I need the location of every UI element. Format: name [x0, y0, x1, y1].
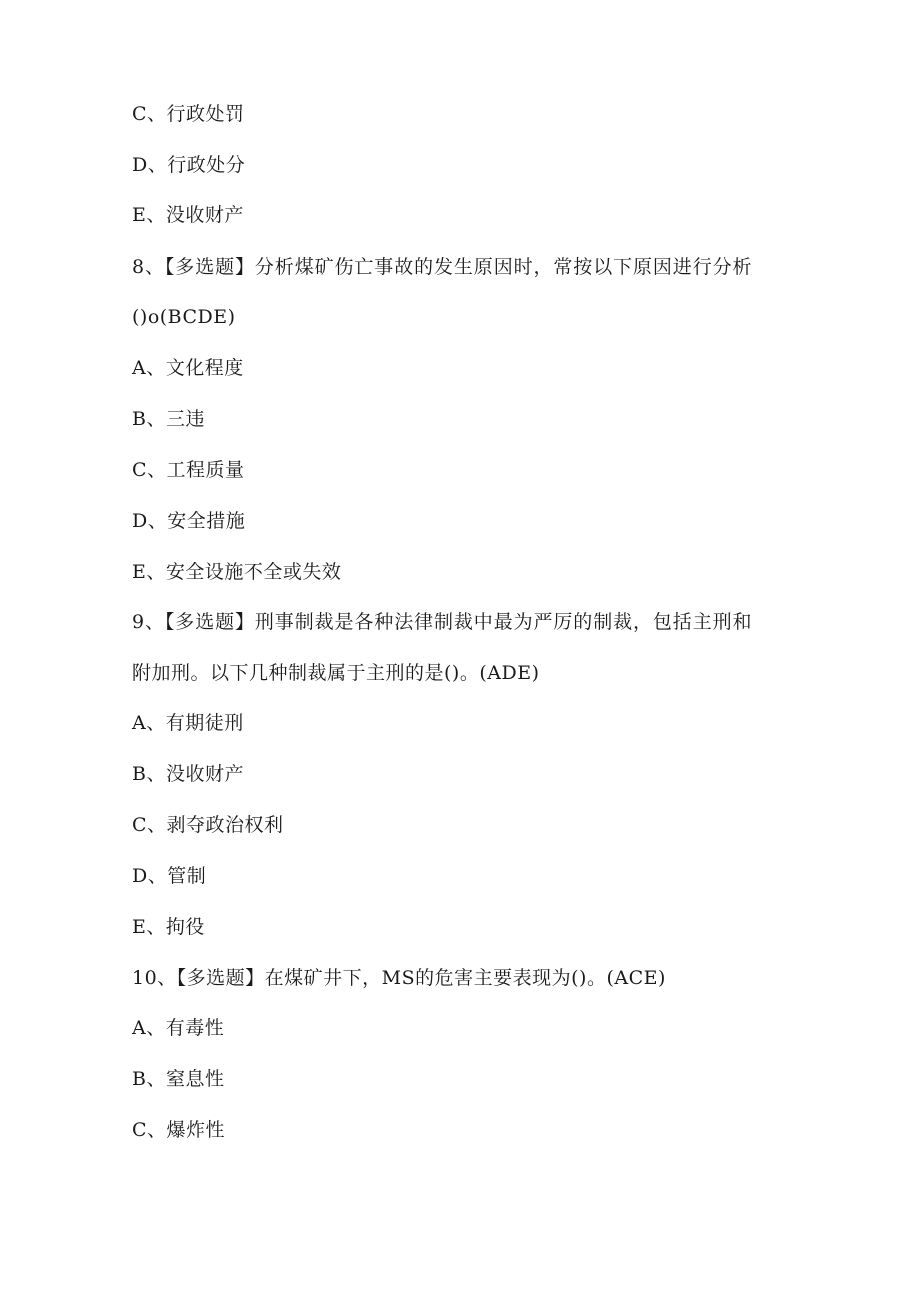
q9-stem-line2-answer: 附加刑。以下几种制裁属于主刑的是()。(ADE): [132, 662, 540, 684]
q8-option-c: C、工程质量: [132, 459, 245, 481]
q8-option-d: D、安全措施: [132, 510, 246, 532]
q8-option-a: A、文化程度: [132, 357, 244, 379]
q8-stem-line2-answer: ()o(BCDE): [132, 306, 236, 328]
q7-option-d: D、行政处分: [132, 154, 246, 176]
q10-option-a: A、有毒性: [132, 1017, 225, 1039]
q9-option-d: D、管制: [132, 865, 207, 887]
q8-stem-line1: 8、【多选题】分析煤矿伤亡事故的发生原因时，常按以下原因进行分析: [132, 256, 753, 278]
q10-option-c: C、爆炸性: [132, 1119, 226, 1141]
q7-option-c: C、行政处罚: [132, 103, 245, 125]
q9-option-c: C、剥夺政治权利: [132, 814, 284, 836]
q9-stem-line1: 9、【多选题】刑事制裁是各种法律制裁中最为严厉的制裁，包括主刑和: [132, 611, 753, 633]
q9-option-e: E、拘役: [132, 916, 205, 938]
q8-option-e: E、安全设施不全或失效: [132, 561, 342, 583]
q7-option-e: E、没收财产: [132, 204, 244, 226]
q9-option-a: A、有期徒刑: [132, 712, 244, 734]
q10-option-b: B、窒息性: [132, 1068, 225, 1090]
q9-option-b: B、没收财产: [132, 763, 244, 785]
q10-stem-answer: 10、【多选题】在煤矿井下，MS的危害主要表现为()。(ACE): [132, 967, 666, 989]
q8-option-b: B、三违: [132, 408, 205, 430]
